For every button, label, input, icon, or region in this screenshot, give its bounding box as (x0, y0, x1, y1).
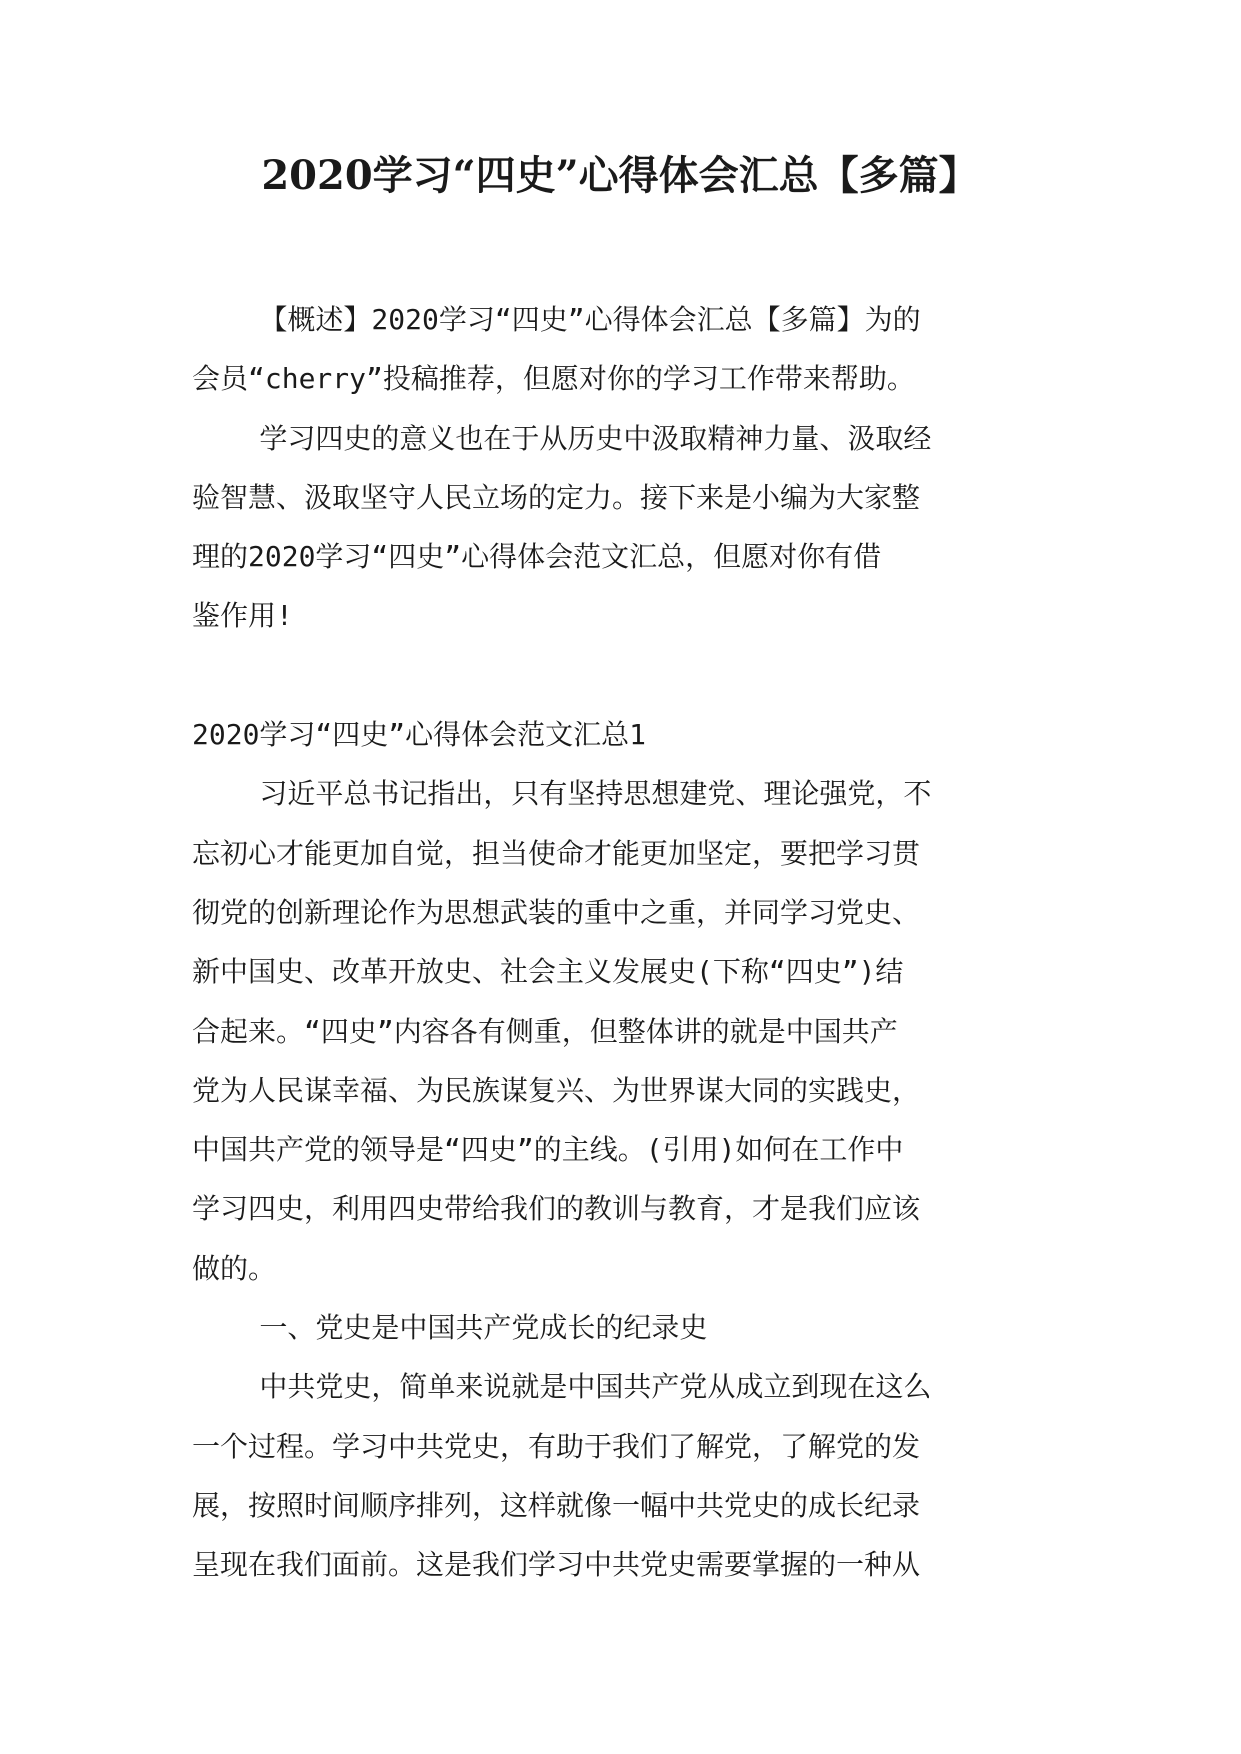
body-line: 呈现在我们面前。这是我们学习中共党史需要掌握的一种从 (192, 1548, 921, 1582)
body-line: 中国共产党的领导是“四史”的主线。(引用)如何在工作中 (192, 1133, 904, 1167)
body-line: 忘初心才能更加自觉，担当使命才能更加坚定，要把学习贯 (192, 836, 921, 870)
body-line: 鉴作用! (192, 599, 293, 633)
body-line: 学习四史的意义也在于从历史中汲取精神力量、汲取经 (192, 421, 932, 455)
document-title: 2020学习“四史”心得体会汇总【多篇】 (261, 152, 979, 199)
body-line: 习近平总书记指出，只有坚持思想建党、理论强党，不 (192, 777, 932, 811)
body-line: 验智慧、汲取坚守人民立场的定力。接下来是小编为大家整 (192, 480, 921, 514)
body-line: 会员“cherry”投稿推荐，但愿对你的学习工作带来帮助。 (192, 362, 915, 396)
body-line: 新中国史、改革开放史、社会主义发展史(下称“四史”)结 (192, 955, 904, 989)
subheading: 一、党史是中国共产党成长的纪录史 (192, 1311, 708, 1345)
document-body (192, 290, 1052, 1595)
body-line: 合起来。“四史”内容各有侧重，但整体讲的就是中国共产 (192, 1014, 898, 1048)
body-line: 一个过程。学习中共党史，有助于我们了解党，了解党的发 (192, 1429, 921, 1463)
body-line: 理的2020学习“四史”心得体会范文汇总，但愿对你有借 (192, 540, 882, 574)
blank-line (192, 646, 1052, 705)
body-line: 展，按照时间顺序排列，这样就像一幅中共党史的成长纪录 (192, 1488, 921, 1522)
section-heading: 2020学习“四史”心得体会范文汇总1 (192, 718, 647, 752)
body-line: 中共党史，简单来说就是中国共产党从成立到现在这么 (192, 1370, 932, 1404)
body-line: 彻党的创新理论作为思想武装的重中之重，并同学习党史、 (192, 895, 921, 929)
body-line: 学习四史，利用四史带给我们的教训与教育，才是我们应该 (192, 1192, 921, 1226)
body-line: 做的。 (192, 1251, 277, 1285)
body-line: 【概述】2020学习“四史”心得体会汇总【多篇】为的 (192, 303, 921, 336)
body-line: 党为人民谋幸福、为民族谋复兴、为世界谋大同的实践史， (192, 1073, 921, 1107)
